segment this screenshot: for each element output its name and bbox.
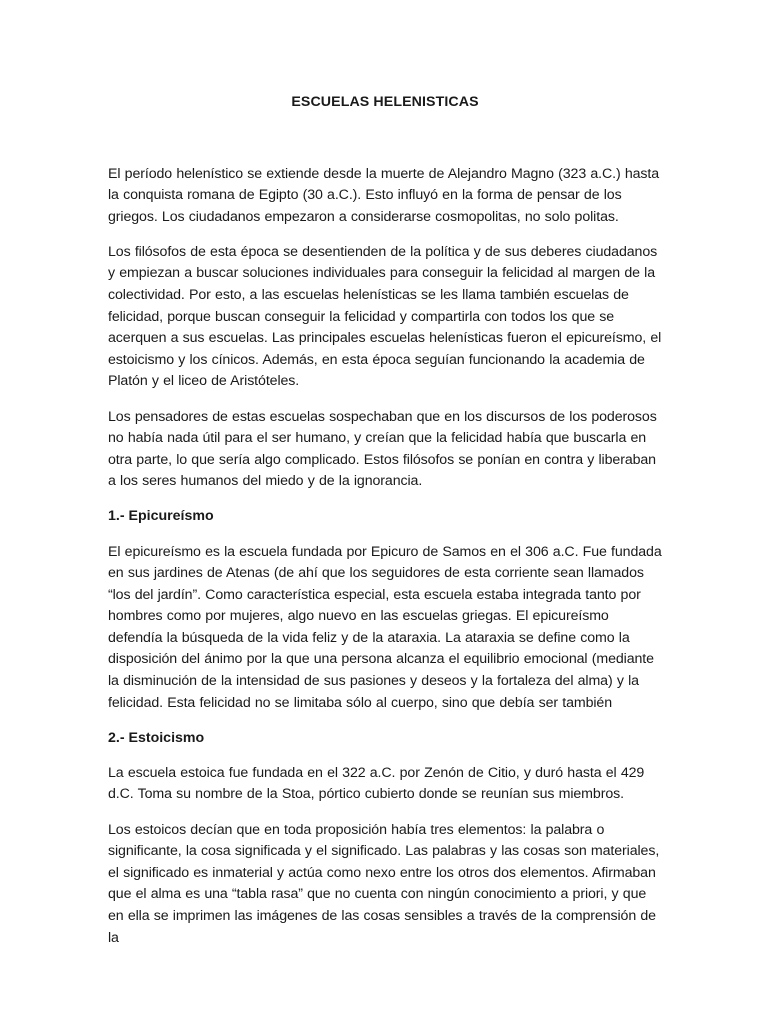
section-heading-epicureism: 1.- Epicureísmo xyxy=(108,508,214,525)
paragraph-stoic-school: La escuela estoica fue fundada en el 322 a.C. por Zenón de Citio, y duró hasta el 429 d.C. Toma su nombre de la Stoa, pórtico cubierto donde se reunían sus miembros. xyxy=(108,764,645,803)
paragraph-stoic-doctrine: Los estoicos decían que en toda proposición había tres elementos: la palabra o significante, la cosa significada y el significado. Las palabras y las cosas son materiales, el significado es inmaterial y actúa como nexo entre los otros dos elementos. Afirmaban que el alma es una “tabla rasa” que no cuenta con ningún conocimiento a priori, y que en ella se imprimen las imágenes de las cosas sensibles a través de la comprensión de la xyxy=(108,821,660,946)
paragraph-intro: El período helenístico se extiende desde la muerte de Alejandro Magno (323 a.C.) hasta la conquista romana de Egipto (30 a.C.). Esto influyó en la forma de pensar de los griegos. Los ciudadanos empezaron a considerarse cosmopolitas, no solo politas. xyxy=(108,165,660,225)
document-title: ESCUELAS HELENISTICAS xyxy=(291,94,479,110)
paragraph-epicureism: El epicureísmo es la escuela fundada por Epicuro de Samos en el 306 a.C. Fue fundada en sus jardines de Atenas (de ahí que los seguidores de esta corriente sean llamados “los del jardín”. Como característica especial, esta escuela estaba integrada tanto por hombres como por mujeres, algo nuevo en las escuelas griegas. El epicureísmo defendía la búsqueda de la vida feliz y de la ataraxia. La ataraxia se define como la disposición del ánimo por la que una persona alcanza el equilibrio emocional (mediante la disminución de la intensidad de sus pasiones y deseos y la fortaleza del alma) y la felicidad. Esta felicidad no se limitaba sólo al cuerpo, sino que debía ser también xyxy=(108,543,662,711)
paragraph-philosophers: Los filósofos de esta época se desentienden de la política y de sus deberes ciudadanos y empiezan a buscar soluciones individuales para conseguir la felicidad al margen de la colectividad. Por esto, a las escuelas helenísticas se les llama también escuelas de felicidad, porque buscan conseguir la felicidad y compartirla con todos los que se acerquen a sus escuelas. Las principales escuelas helenísticas fueron el epicureísmo, el estoicismo y los cínicos. Además, en esta época seguían funcionando la academia de Platón y el liceo de Aristóteles. xyxy=(108,243,662,390)
paragraph-thinkers: Los pensadores de estas escuelas sospechaban que en los discursos de los poderosos no había nada útil para el ser humano, y creían que la felicidad había que buscarla en otra parte, lo que sería algo complicado. Estos filósofos se ponían en contra y liberaban a los seres humanos del miedo y de la ignorancia. xyxy=(108,408,657,490)
section-heading-stoicism: 2.- Estoicismo xyxy=(108,729,205,746)
